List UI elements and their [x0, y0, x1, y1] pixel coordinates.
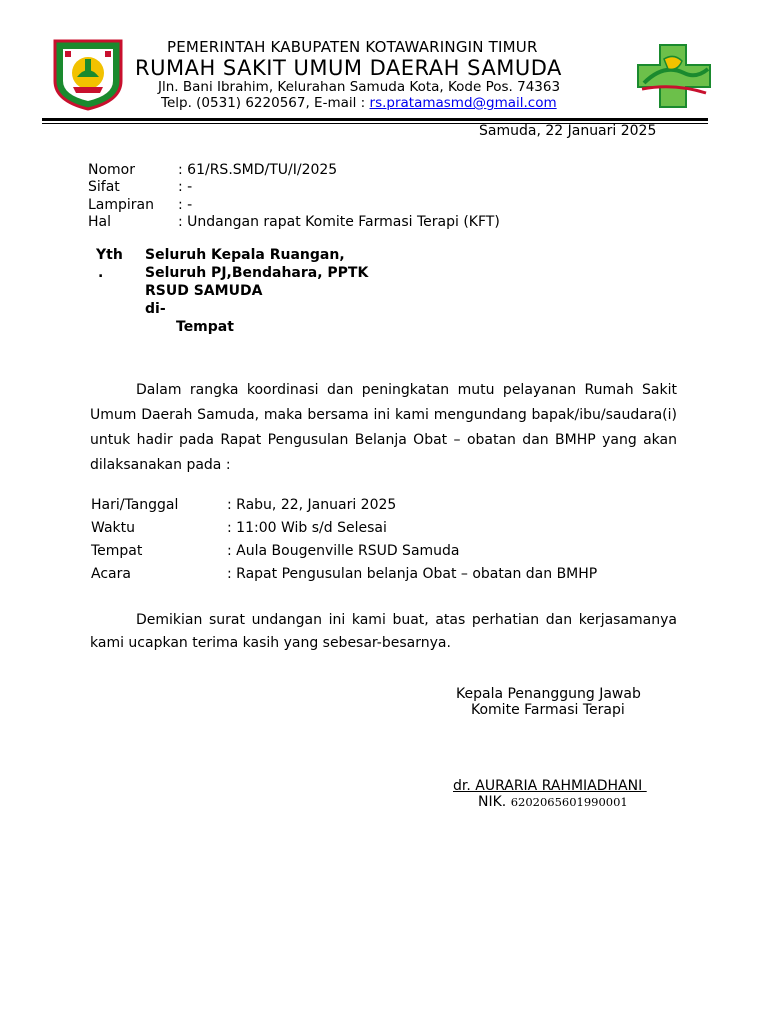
body-intro-text: Dalam rangka koordinasi dan peningkatan mutu pelayanan Rumah Sakit Umum Daerah Samuda, maka bersama ini kami mengundang bapak/ibu/saudara(i) untuk hadir pada Rapat Pengusulan Belanja Obat – obatan dan BMHP yang akan dilaksanakan pada :: [90, 382, 677, 473]
signature-name: dr. AURARIA RAHMIADHANI: [453, 778, 647, 794]
recipient-line-1: Seluruh Kepala Ruangan,: [145, 247, 345, 263]
detail-value: : Rabu, 22, Januari 2025: [227, 497, 397, 513]
detail-row-hari: [91, 497, 396, 513]
detail-label: Tempat: [91, 543, 143, 559]
detail-label: Hari/Tanggal: [91, 497, 179, 513]
signature-title-2: Komite Farmasi Terapi: [471, 702, 625, 718]
meta-sep: :: [178, 197, 183, 213]
body-closing-paragraph: [90, 609, 677, 655]
letterhead-hospital-name: RUMAH SAKIT UMUM DAERAH SAMUDA: [135, 56, 562, 80]
detail-row-waktu: [91, 520, 387, 536]
recipient-line-4: di-: [145, 301, 166, 317]
recipient-yth-dot: .: [98, 265, 104, 281]
detail-value: : Aula Bougenville RSUD Samuda: [227, 543, 460, 559]
meta-value: Undangan rapat Komite Farmasi Terapi (KFT): [187, 214, 500, 230]
hospital-green-cross-logo: [634, 43, 714, 109]
detail-row-tempat: [91, 543, 460, 559]
meta-label: Hal: [88, 214, 111, 230]
regency-coat-of-arms-logo: [51, 37, 125, 111]
body-intro-paragraph: [90, 378, 677, 478]
signature-title-1: Kepala Penanggung Jawab: [456, 686, 641, 702]
signature-nik: [478, 794, 628, 810]
meta-value: -: [187, 197, 193, 213]
meta-sep: :: [178, 162, 183, 178]
meta-label: Sifat: [88, 179, 120, 195]
meta-sep: :: [178, 179, 183, 195]
recipient-line-3: RSUD SAMUDA: [145, 283, 263, 299]
detail-label: Waktu: [91, 520, 135, 536]
letterhead-contact: [161, 95, 557, 111]
meta-row-nomor: [88, 162, 337, 178]
meta-row-hal: [88, 214, 500, 230]
recipient-line-2: Seluruh PJ,Bendahara, PPTK: [145, 265, 369, 281]
letterhead-phone: Telp. (0531) 6220567, E-mail :: [161, 95, 370, 111]
letterhead-government: PEMERINTAH KABUPATEN KOTAWARINGIN TIMUR: [167, 38, 538, 56]
signature-nik-value: 6202065601990001: [510, 795, 628, 809]
body-closing-text: Demikian surat undangan ini kami buat, atas perhatian dan kerjasamanya kami ucapkan terima kasih yang sebesar-besarnya.: [90, 612, 677, 651]
letter-date: Samuda, 22 Januari 2025: [479, 123, 657, 139]
meta-label: Lampiran: [88, 197, 155, 213]
letterhead-rule-thick: [42, 118, 708, 121]
letterhead-email-link[interactable]: rs.pratamasmd@gmail.com: [369, 95, 557, 111]
signature-nik-label: NIK.: [478, 794, 511, 810]
detail-row-acara: [91, 566, 597, 582]
detail-value: : Rapat Pengusulan belanja Obat – obatan dan BMHP: [227, 566, 598, 582]
meta-sep: :: [178, 214, 183, 230]
letterhead-address: Jln. Bani Ibrahim, Kelurahan Samuda Kota, Kode Pos. 74363: [158, 79, 561, 95]
recipient-place: Tempat: [176, 319, 234, 335]
recipient-yth: Yth: [96, 247, 123, 263]
detail-label: Acara: [91, 566, 131, 582]
meta-value: -: [187, 179, 193, 195]
meta-row-lampiran: [88, 197, 192, 213]
meta-label: Nomor: [88, 162, 135, 178]
detail-value: : 11:00 Wib s/d Selesai: [227, 520, 387, 536]
meta-row-sifat: [88, 179, 192, 195]
meta-value: 61/RS.SMD/TU/I/2025: [182, 162, 338, 178]
